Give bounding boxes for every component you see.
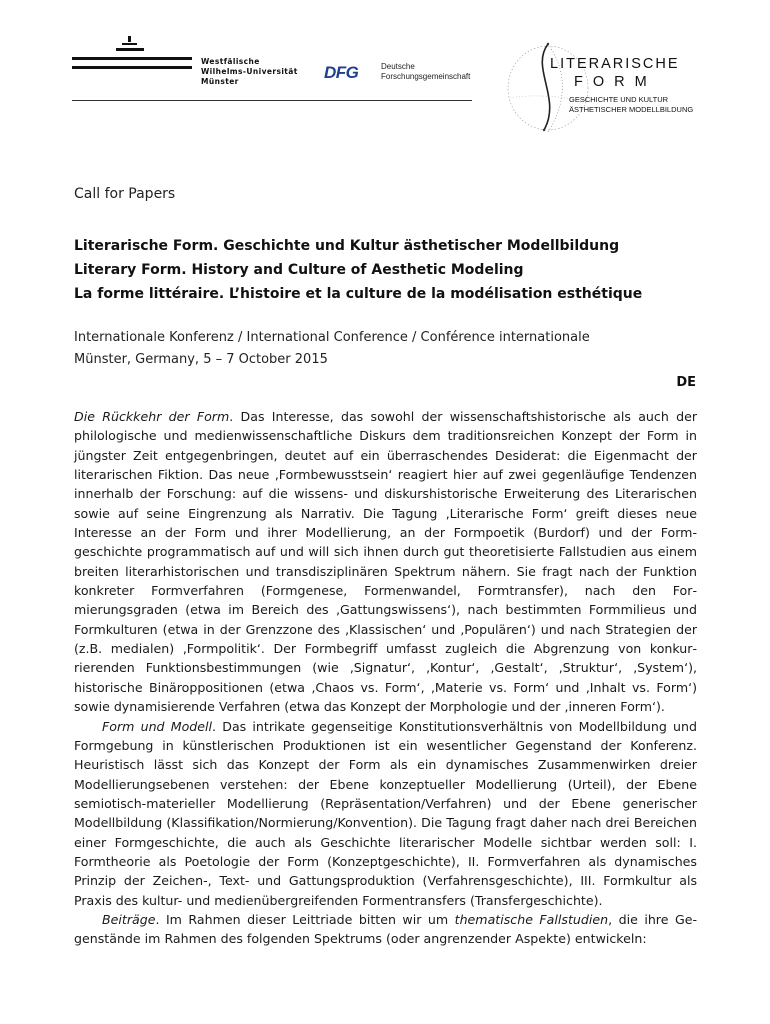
conference-place-date: Münster, Germany, 5 – 7 October 2015: [74, 352, 328, 367]
page-heading: Call for Papers: [74, 186, 176, 202]
title-german: Literarische Form. Geschichte und Kultur ästhetischer Modellbildung: [74, 238, 620, 254]
university-line-3: Münster: [201, 77, 239, 86]
paragraph-3-text-after: , die ihre Gegenstände im Rahmen des folgenden Spektrums (oder angrenzender Aspekte) entwickeln:: [74, 911, 697, 947]
paragraph-2-lead: Form und Modell: [102, 718, 213, 734]
paragraph-2-text: . Das intrikate gegenseitige Konstitutionsverhältnis von Modellbildung und Formgebung in künstlerischen Produktionen ist ein wesentlicher Gegenstand der Konferenz. Heuristisch lässt sich das Konzept der Form als ein dynamisches Zusammenwirken dreier Modellierungsebenen verstehen: der Ebene konzeptueller Modellierung (Urteil), der Ebene semiotisch-materieller Modellierung (Repräsentation/Verfahren) und der Ebene generischer Modellbildung (Klassifikation/Normierung/Konvention). Die Tagung fragt daher nach drei Bereichen einer Formgeschichte, die auch als Geschichte literarischer Modelle sichtbar werden soll: I. Formtheorie als Poetologie der Form (Konzeptgeschichte), II. Formverfahren als dynamisches Prinzip der Zeichen-, Text- und Gattungsproduktion (Verfahrensgeschichte), III. Formkultur als Praxis des kultur- und medienübergreifenden Formentransfers (Transfergeschichte).: [74, 718, 697, 908]
dfg-line-1: Deutsche: [381, 62, 415, 71]
paragraph-3-text-before: . Im Rahmen dieser Leittriade bitten wir um: [155, 911, 455, 927]
paragraph-3-emphasis: thematische Fallstudien: [454, 911, 609, 927]
title-english: Literary Form. History and Culture of Aesthetic Modeling: [74, 262, 524, 278]
paragraph-2: [74, 717, 697, 910]
letterhead: [0, 0, 770, 150]
header-rule: [72, 100, 472, 101]
conference-type: Internationale Konferenz / International Conference / Conférence internationale: [74, 330, 590, 345]
university-line-1: Westfälische: [201, 57, 260, 66]
title-french: La forme littéraire. L’histoire et la culture de la modélisation esthétique: [74, 286, 643, 302]
wwu-logo-icon: [72, 36, 192, 76]
conference-info: [74, 327, 590, 371]
logo-subtitle-line-2: ÄSTHETISCHER MODELLBILDUNG: [569, 105, 694, 114]
body-text: [74, 407, 697, 949]
paragraph-3: [74, 910, 697, 949]
conference-titles: [74, 234, 642, 306]
paragraph-1: [74, 407, 697, 717]
university-name: [201, 57, 298, 87]
dfg-name: [381, 62, 470, 82]
dfg-line-2: Forschungsgemeinschaft: [381, 72, 471, 81]
logo-subtitle-line-1: GESCHICHTE UND KULTUR: [569, 95, 669, 104]
paragraph-3-lead: Beiträge: [102, 911, 156, 927]
language-tag: DE: [676, 375, 696, 390]
logo-title-line-1: LITERARISCHE: [550, 56, 680, 72]
logo-title-line-2: FORM: [574, 74, 657, 90]
university-line-2: Wilhelms-Universität: [201, 67, 298, 76]
paragraph-1-lead: Die Rückkehr der Form: [74, 409, 230, 424]
dfg-logo: DFG: [324, 63, 359, 82]
paragraph-1-text: . Das Interesse, das sowohl der wissenschaftshistorische als auch der philologische und medienwissenschaftliche Diskurs dem traditionsreichen Konzept der Form in jüngster Zeit entgegenbringen, deutet auf ein überraschendes Desiderat: die Eigenmacht der literarischen Fiktion. Das neue ‚Formbewusstsein‘ reagiert hier auf zwei gegenläufige Tendenzen innerhalb der Forschung: auf die wissens- und diskurshistorische Erweiterung des Literarischen sowie auf seine Eingrenzung als Narrativ. Die Tagung ‚Literarische Form‘ greift dieses neue Interesse an der Form und ihrer Modellierung, an der Formpoetik (Burdorf) und der Formgeschichte programmatisch auf und will sich ihnen durch gut theoretisierte Fallstudien aus einem breiten literarhistorischen und transdisziplinären Spektrum nähern. Sie fragt nach der Funktion konkreter Formverfahren (Formgenese, Formenwandel, Formtransfer), nach den Formierungsgraden (etwa im Bereich des ‚Gattungswissens‘), nach bestimmten Formmilieus und Formkulturen (etwa in der Grenzzone des ‚Klassischen‘ und ‚Populären‘) und nach Strategien der (z.B. medialen) ‚Formpolitik‘. Der Formbegriff umfasst zugleich die Abgrenzung von konkurrierenden Funktionsbestimmungen (wie ‚Signatur‘, ‚Kontur‘, ‚Gestalt‘, ‚Struktur‘, ‚System‘), historische Binäroppositionen (etwa ‚Chaos vs. Form‘, ‚Materie vs. Form‘ und ‚Inhalt vs. Form‘) sowie dynamisierende Verfahren (etwa das Konzept der Morphologie und der ‚inneren Form‘).: [74, 409, 697, 715]
